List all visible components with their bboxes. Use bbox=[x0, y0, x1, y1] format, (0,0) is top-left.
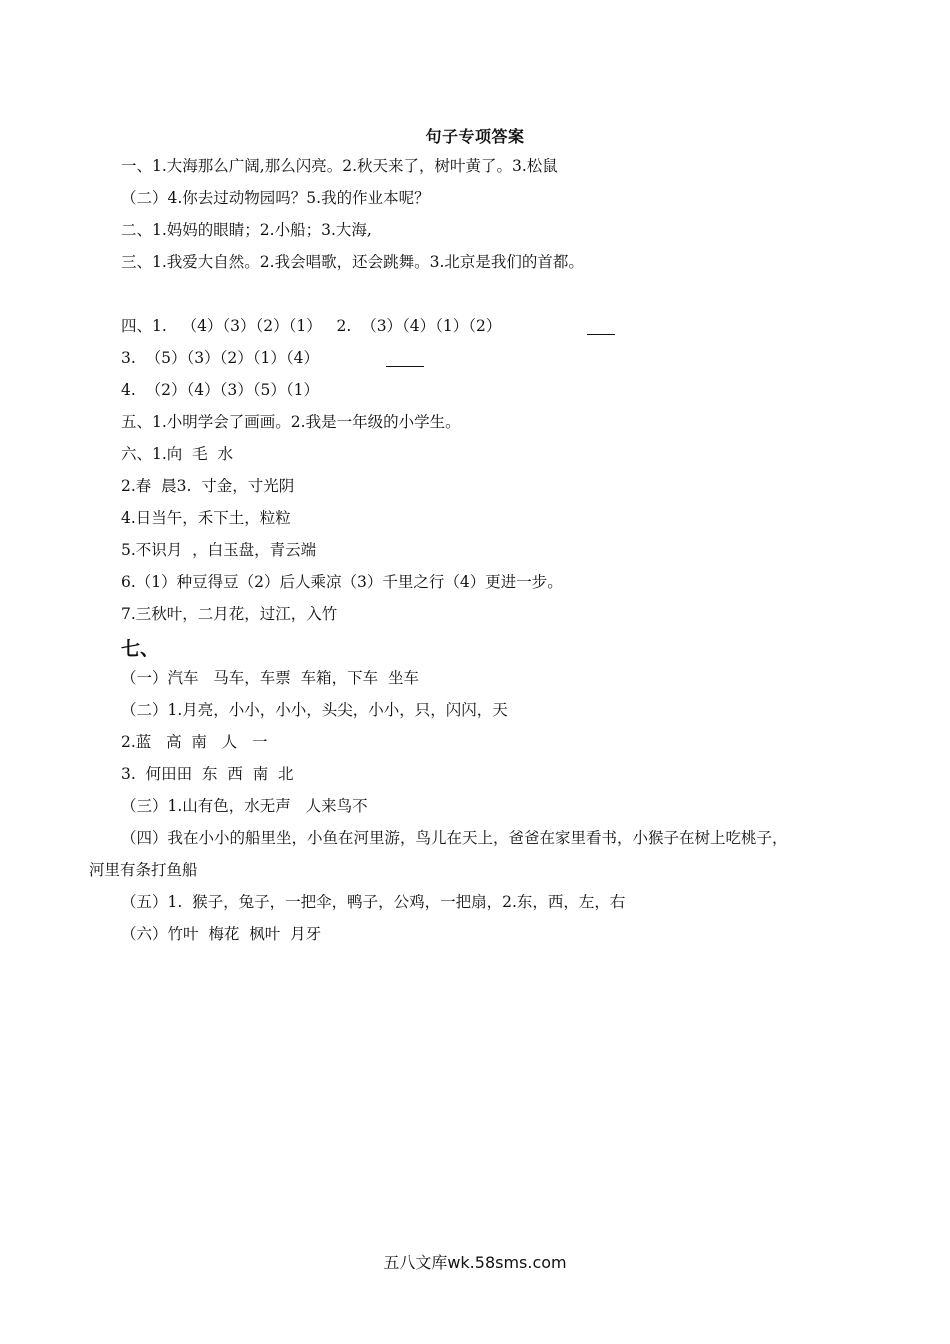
answer-line-23: （五）1. 猴子，兔子，一把伞，鸭子，公鸡，一把扇，2.东，西，左，右 bbox=[121, 893, 626, 911]
answer-line-4: 三、1.我爱大自然。2.我会唱歌，还会跳舞。3.北京是我们的首都。 bbox=[121, 253, 584, 271]
answer-line-9: 六、1.向 毛 水 bbox=[121, 445, 233, 463]
answer-line-10: 2.春 晨3. 寸金，寸光阴 bbox=[121, 477, 295, 495]
answer-line-21: （四）我在小小的船里坐，小鱼在河里游，鸟儿在天上，爸爸在家里看书，小猴子在树上吃桃子， bbox=[121, 829, 788, 847]
answer-line-6: 3. （5）（3）（2）（1）（4） bbox=[121, 349, 319, 367]
page-footer-watermark: 五八文库wk.58sms.com bbox=[383, 1253, 567, 1272]
page-title: 句子专项答案 bbox=[425, 127, 525, 146]
answer-line-19: 3. 何田田 东 西 南 北 bbox=[121, 765, 294, 783]
answer-line-3: 二、1.妈妈的眼睛；2.小船；3.大海, bbox=[121, 221, 372, 239]
answer-line-8: 五、1.小明学会了画画。2.我是一年级的小学生。 bbox=[121, 413, 461, 431]
answer-line-7: 4. （2）（4）（3）（5）（1） bbox=[121, 381, 319, 399]
answer-blank-1 bbox=[587, 334, 615, 335]
answer-line-16: （一）汽车 马车，车票 车箱，下车 坐车 bbox=[121, 669, 419, 687]
answer-line-18: 2.蓝 高 南 人 一 bbox=[121, 733, 268, 751]
answer-line-11: 4.日当午，禾下土，粒粒 bbox=[121, 509, 291, 527]
answer-line-24: （六）竹叶 梅花 枫叶 月牙 bbox=[121, 925, 322, 943]
answer-line-22: 河里有条打鱼船 bbox=[89, 861, 198, 879]
answer-line-12: 5.不识月 ，白玉盘，青云端 bbox=[121, 541, 317, 559]
answer-line-13: 6.（1）种豆得豆（2）后人乘凉（3）千里之行（4）更进一步。 bbox=[121, 573, 563, 591]
answer-line-1: 一、1.大海那么广阔,那么闪亮。2.秋天来了，树叶黄了。3.松鼠 bbox=[121, 157, 558, 175]
answer-blank-2 bbox=[386, 366, 424, 367]
answer-line-5: 四、1. （4）（3）（2）（1） 2. （3）（4）（1）（2） bbox=[121, 317, 502, 335]
answer-line-2: （二）4.你去过动物园吗？5.我的作业本呢？ bbox=[121, 189, 430, 207]
answer-line-17: （二）1.月亮，小小，小小，头尖，小小，只，闪闪，天 bbox=[121, 701, 508, 719]
answer-line-14: 7.三秋叶，二月花，过江，入竹 bbox=[121, 605, 338, 623]
answer-line-20: （三）1.山有色，水无声 人来鸟不 bbox=[121, 797, 368, 815]
section-heading-seven: 七、 bbox=[121, 638, 160, 660]
